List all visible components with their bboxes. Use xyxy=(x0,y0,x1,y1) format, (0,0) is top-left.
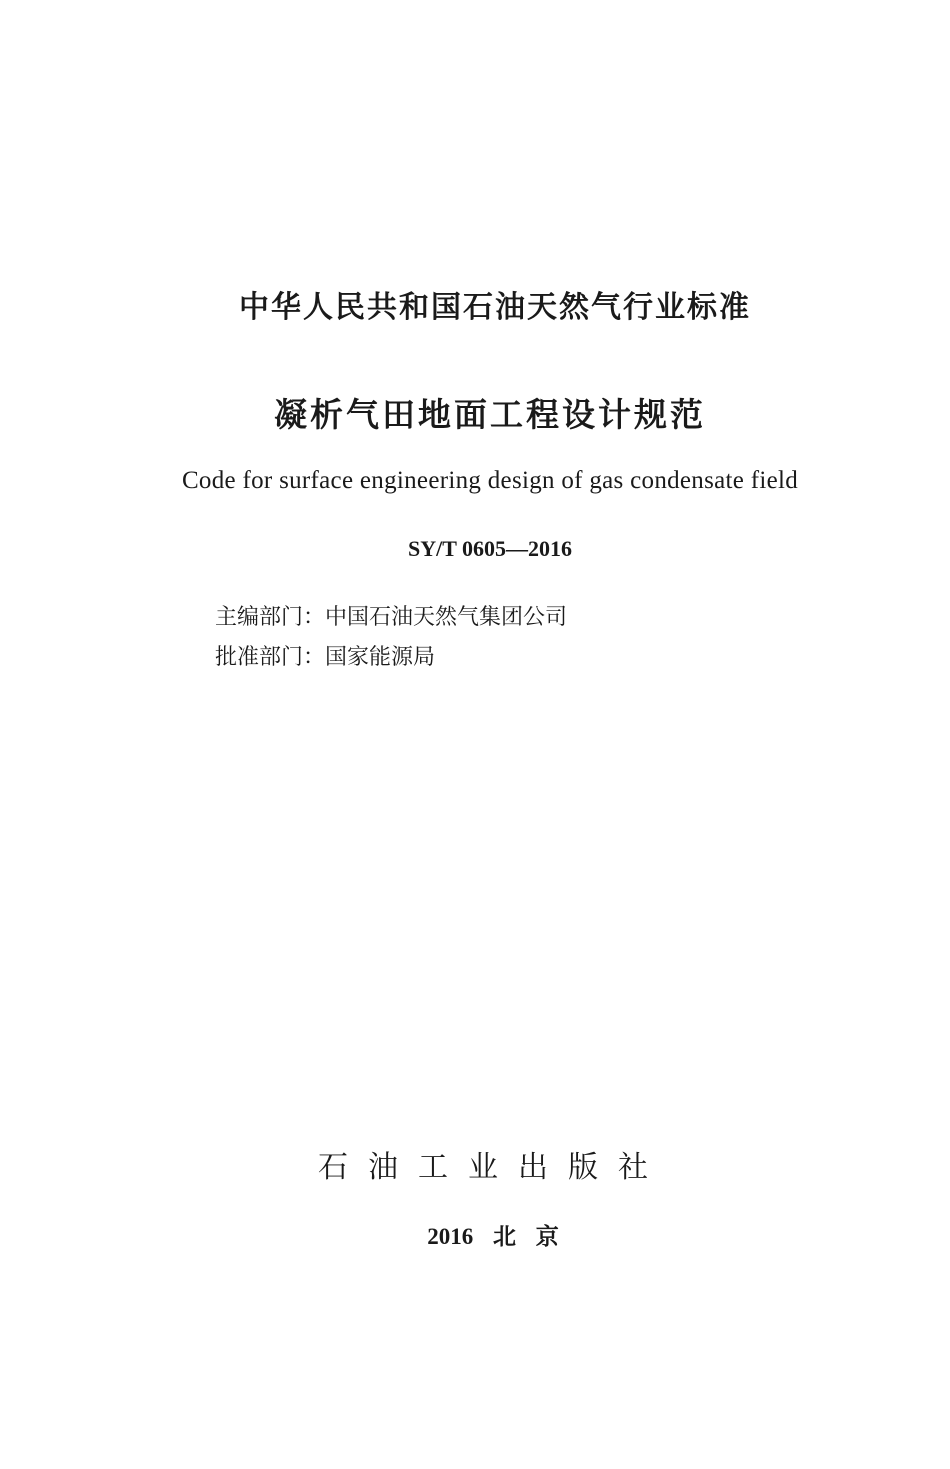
approval-department: 批准部门：国家能源局 xyxy=(215,645,436,670)
document-title-english: Code for surface engineering design of gas condensate field xyxy=(181,467,799,494)
publication-year-place: 2016 北 京 xyxy=(427,1224,559,1249)
publisher-name: 石油工业出版社 xyxy=(318,1150,668,1185)
document-title-chinese: 凝析气田地面工程设计规范 xyxy=(274,395,706,434)
industry-standard-heading: 中华人民共和国石油天然气行业标准 xyxy=(239,290,751,325)
editor-department: 主编部门：中国石油天然气集团公司 xyxy=(215,605,568,630)
standard-number: SY/T 0605—2016 xyxy=(407,536,572,561)
